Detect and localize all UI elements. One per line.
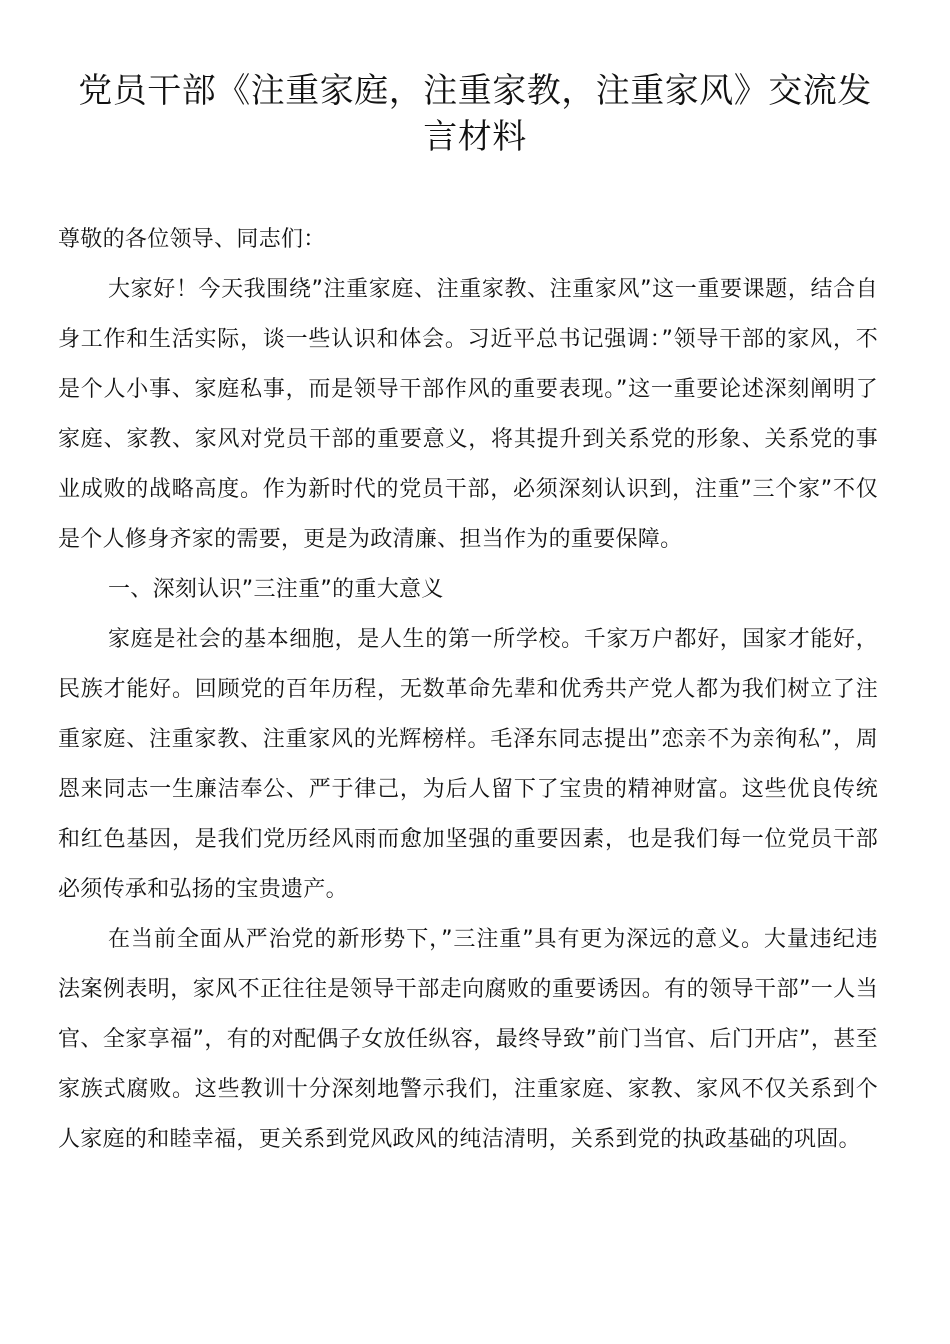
section1-paragraph-2: 在当前全面从严治党的新形势下，”三注重”具有更为深远的意义。大量违纪违法案例表明，家风不正往往是领导干部走向腐败的重要诱因。有的领导干部”一人当官、全家享福”，有的对配偶子女放任纵容，最终导致”前门当官、后门开店”，甚至家族式腐败。这些教训十分深刻地警示我们，注重家庭、家教、家风不仅关系到个人家庭的和睦幸福，更关系到党风政风的纯洁清明，关系到党的执政基础的巩固。 [58, 927, 878, 1152]
document-title: 党员干部《注重家庭，注重家教，注重家风》交流发言材料 [78, 71, 872, 157]
section1-paragraph-1: 家庭是社会的基本细胞，是人生的第一所学校。千家万户都好，国家才能好，民族才能好。回顾党的百年历程，无数革命先辈和优秀共产党人都为我们树立了注重家庭、注重家教、注重家风的光辉榜样。毛泽东同志提出”恋亲不为亲徇私”，周恩来同志一生廉洁奉公、严于律己，为后人留下了宝贵的精神财富。这些优良传统和红色基因，是我们党历经风雨而愈加坚强的重要因素，也是我们每一位党员干部必须传承和弘扬的宝贵遗产。 [58, 627, 878, 902]
salutation: 尊敬的各位领导、同志们： [58, 227, 326, 252]
intro-paragraph: 大家好！今天我围绕”注重家庭、注重家教、注重家风”这一重要课题，结合自身工作和生活实际，谈一些认识和体会。习近平总书记强调：”领导干部的家风，不是个人小事、家庭私事，而是领导干部作风的重要表现。”这一重要论述深刻阐明了家庭、家教、家风对党员干部的重要意义，将其提升到关系党的形象、关系党的事业成败的战略高度。作为新时代的党员干部，必须深刻认识到，注重”三个家”不仅是个人修身齐家的需要，更是为政清廉、担当作为的重要保障。 [58, 277, 878, 552]
section-heading-1: 一、深刻认识”三注重”的重大意义 [108, 577, 444, 602]
